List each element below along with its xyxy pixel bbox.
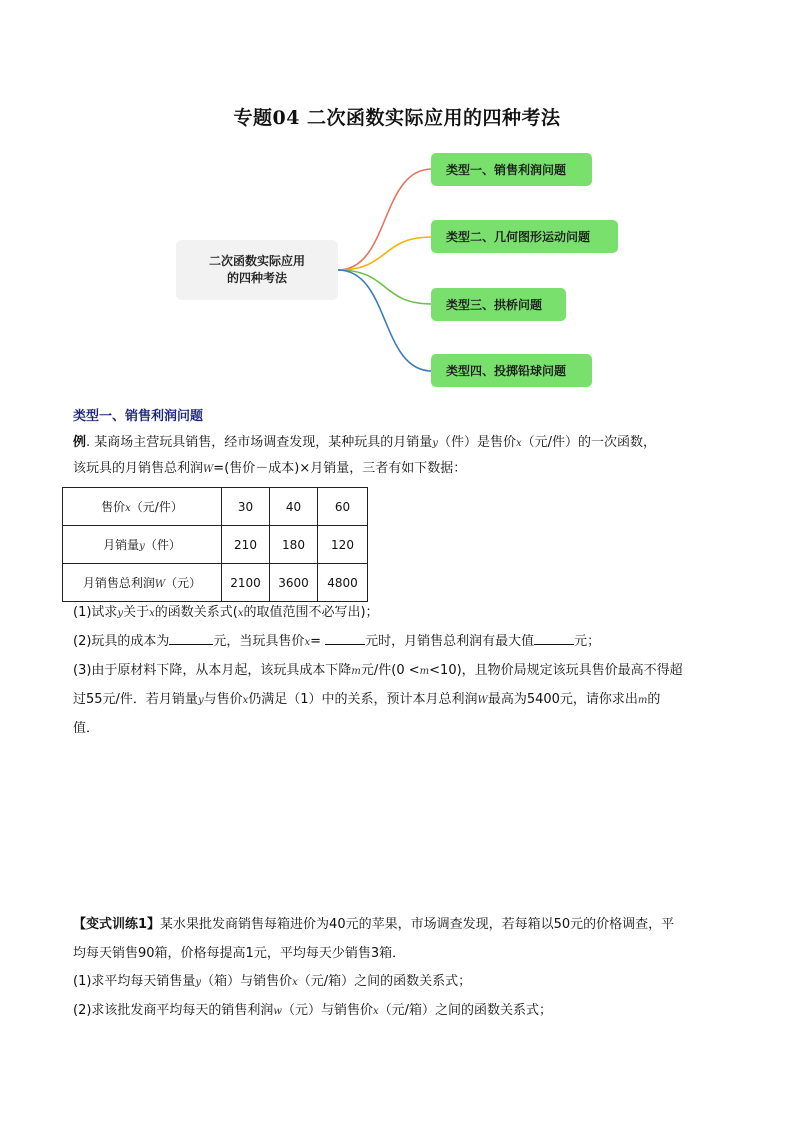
center-line-2: 的四种考法 (226, 271, 287, 285)
example-label: 例 (73, 435, 87, 450)
connector-1 (338, 169, 432, 270)
question-3-line-3: 值． (73, 721, 100, 736)
example-line-2 (73, 459, 466, 479)
variant-line-1 (73, 915, 674, 934)
example-text: 该玩具的月销售总利润 (73, 461, 204, 476)
connector-3 (338, 270, 432, 304)
question-1: (1)试求y关于x的函数关系式(x的取值范围不必写出)； (73, 605, 379, 620)
mindmap-branch-1: 类型一、销售利润问题 (431, 153, 592, 186)
table-row-label: 月销售总利润W（元） (63, 564, 222, 602)
table-row-label: 月销量y（件） (63, 526, 222, 564)
answer-blank[interactable] (169, 632, 213, 645)
example-text: =(售价－成本)×月销量，三者有如下数据： (213, 461, 467, 476)
var-y: y (432, 438, 438, 449)
var-W: W (203, 464, 214, 475)
page-title: 专题04 二次函数实际应用的四种考法 (233, 107, 561, 129)
table-cell: 120 (318, 526, 368, 564)
question-3-line-2: 过55元/件．若月销量y与售价x仍满足（1）中的关系，预计本月总利润W最高为5400元，请你求出m的 (73, 692, 661, 707)
mindmap-branch-4: 类型四、投掷铅球问题 (431, 354, 592, 387)
mindmap-branch-3: 类型三、拱桥问题 (431, 288, 566, 321)
table-cell: 30 (222, 488, 270, 526)
table-row (63, 564, 368, 602)
variant-question-2: (2)求该批发商平均每天的销售利润w（元）与销售价x（元/箱）之间的函数关系式； (73, 1003, 553, 1018)
connector-4 (338, 270, 432, 371)
table-cell: 180 (270, 526, 318, 564)
mindmap-connectors (0, 0, 794, 400)
mindmap-branch-2: 类型二、几何图形运动问题 (431, 220, 618, 253)
section-heading: 类型一、销售利润问题 (73, 409, 204, 424)
question-2: (2)玩具的成本为 元，当玩具售价x= 元时，月销售总利润有最大值 元； (73, 634, 601, 649)
mindmap-center-node (176, 240, 338, 300)
table-cell: 210 (222, 526, 270, 564)
table-cell: 4800 (318, 564, 368, 602)
table-row (63, 526, 368, 564)
answer-blank[interactable] (325, 632, 365, 645)
example-line-1 (73, 433, 656, 453)
table-cell: 3600 (270, 564, 318, 602)
table-cell: 40 (270, 488, 318, 526)
data-table (62, 487, 368, 602)
example-text: （元/件）的一次函数， (521, 435, 656, 450)
variant-question-1: (1)求平均每天销售量y（箱）与销售价x（元/箱）之间的函数关系式； (73, 974, 472, 989)
connector-2 (338, 237, 432, 270)
example-text: . 某商场主营玩具销售，经市场调查发现，某种玩具的月销量 (86, 435, 433, 450)
variant-text: 某水果批发商销售每箱进价为40元的苹果，市场调查发现，若每箱以50元的价格调查，平 (160, 917, 675, 932)
table-cell: 2100 (222, 564, 270, 602)
variant-label: 【变式训练1】 (73, 917, 161, 932)
center-line-1: 二次函数实际应用 (208, 254, 305, 268)
variant-line-2: 均每天销售90箱，价格每提高1元，平均每天少销售3箱． (73, 946, 406, 961)
answer-blank[interactable] (534, 632, 574, 645)
question-3-line-1: (3)由于原材料下降，从本月起，该玩具成本下降m元/件(0 <m<10)，且物价局规定该玩具售价最高不得超 (73, 663, 683, 678)
var-x: x (515, 438, 522, 449)
example-text: （件）是售价 (437, 435, 516, 450)
table-row (63, 488, 368, 526)
table-cell: 60 (318, 488, 368, 526)
table-row-label: 售价x（元/件） (63, 488, 222, 526)
